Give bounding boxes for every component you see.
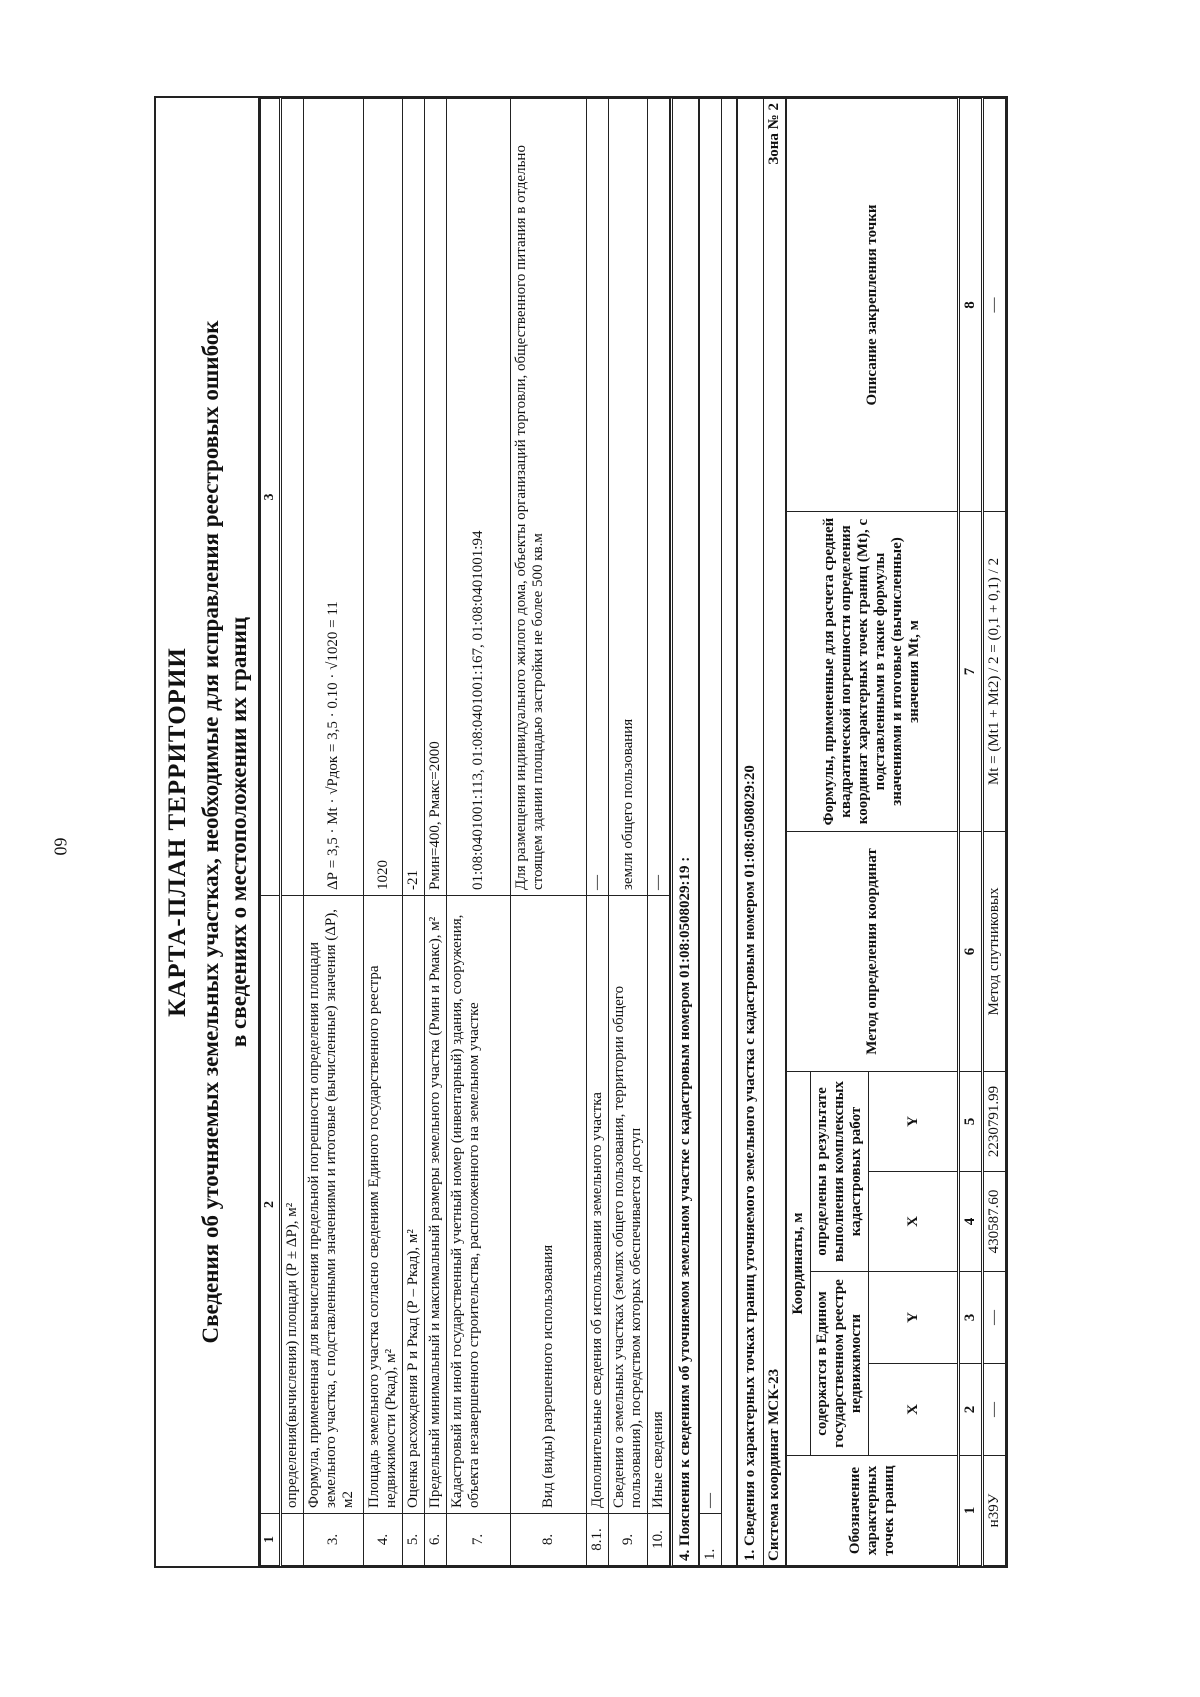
header-y: Y (869, 1072, 959, 1172)
header-x: X (869, 1364, 959, 1456)
subtitle-line-2: в сведениях о местоположении их границ (226, 616, 251, 1048)
section-4-table (699, 98, 722, 1566)
complex-x: 430587.60 (983, 1172, 1006, 1272)
row-label: Иные сведения (648, 896, 670, 1514)
formula: Mt = (Mt1 + Mt2) / 2 = (0,1 + 0,1) / 2 (983, 512, 1006, 832)
row-label: Предельный минимальный и максимальный размеры земельного участка (Рмин и Рмакс), м² (425, 896, 447, 1514)
header-egrn: содержатся в Едином государственном реестре недвижимости (811, 1272, 869, 1456)
row-value (281, 99, 304, 896)
row-number: 8.1. (587, 1514, 609, 1566)
header-x: X (869, 1172, 959, 1272)
table-row (281, 99, 304, 1566)
row-value: Рмин=400, Рмакс=2000 (425, 99, 447, 896)
document-header (156, 98, 260, 1566)
page-title: КАРТА-ПЛАН ТЕРРИТОРИИ (164, 647, 191, 1017)
section-spacer (722, 98, 736, 1566)
header-complex-works: определены в результате выполнения комплексных кадастровых работ (811, 1072, 869, 1272)
col-number: 6 (959, 832, 983, 1072)
column-numbers-row (959, 99, 983, 1566)
row-number: 9. (609, 1514, 648, 1566)
description: — (983, 99, 1006, 512)
egrn-x: — (983, 1364, 1006, 1456)
col-number: 4 (959, 1172, 983, 1272)
row-value: ΔР = 3,5 · Mt · √Pдок = 3,5 · 0.10 · √1020 = 11 (304, 99, 364, 896)
section-4-title: 4. Пояснения к сведениям об уточняемом земельном участке с кадастровым номером 01:08:0508029:19 : (670, 98, 699, 1566)
table-row (304, 99, 364, 1566)
row-number: 3. (304, 1514, 364, 1566)
header-y: Y (869, 1272, 959, 1364)
col-header: 3 (261, 99, 281, 896)
col-number: 2 (959, 1364, 983, 1456)
table-row (447, 99, 511, 1566)
table-row (648, 99, 670, 1566)
row-number: 1. (700, 1514, 722, 1566)
coord-system-row (764, 98, 786, 1566)
rotated-sheet (154, 96, 1188, 1568)
points-header-row-1 (787, 99, 811, 1566)
table-row (609, 99, 648, 1566)
row-label: Вид (виды) разрешенного использования (511, 896, 587, 1514)
row-label: Площадь земельного участка согласно сведениям Единого государственного реестра недвижимости (Ркад), м² (364, 896, 403, 1514)
row-value: 01:08:0401001:113, 01:08:0401001:167, 01:08:0401001:94 (447, 99, 511, 896)
header-coordinates: Координаты, м (787, 1072, 811, 1456)
row-value: земли общего пользования (609, 99, 648, 896)
header-description: Описание закрепления точки (787, 99, 959, 512)
col-number: 7 (959, 512, 983, 832)
row-label: Формула, примененная для вычисления предельной погрешности определения площади земельного участка, с подставленными значениями и итоговые (вычисленные) значения (ΔР), м2 (304, 896, 364, 1514)
row-number: 8. (511, 1514, 587, 1566)
col-number: 3 (959, 1272, 983, 1364)
row-number: 6. (425, 1514, 447, 1566)
coord-system: Система координат МСК-23 (766, 1368, 782, 1561)
row-number: 4. (364, 1514, 403, 1566)
subtitle-line-1: Сведения об уточняемых земельных участках, необходимые для исправления реестровых ошибок (198, 320, 223, 1344)
row-label: Сведения о земельных участках (землях общего пользования, территории общего пользования), посредством которых обеспечивается доступ (609, 896, 648, 1514)
info-table (260, 98, 670, 1566)
col-header: 2 (261, 896, 281, 1514)
header-formula: Формулы, примененные для расчета средней квадратической погрешности определения координат характерных точек границ (Мt), с подставленными в такие формулы значениями и итоговые (вычисленные) значения Мt, м (787, 512, 959, 832)
table-row (983, 99, 1006, 1566)
row-label: определения(вычисления) площади (Р ± ΔР), м² (281, 896, 304, 1514)
method: Метод спутниковых (983, 832, 1006, 1072)
table-row (511, 99, 587, 1566)
row-value: Для размещения индивидуального жилого дома, объекты организаций торговли, общественного питания в отдельно стоящем здании площадью застройки не более 500 кв.м (511, 99, 587, 896)
table-row (364, 99, 403, 1566)
table-row (403, 99, 425, 1566)
row-value: 1020 (364, 99, 403, 896)
complex-y: 2230791.99 (983, 1072, 1006, 1172)
row-number: 7. (447, 1514, 511, 1566)
row-number: 5. (403, 1514, 425, 1566)
table-row (700, 99, 722, 1566)
row-value: — (587, 99, 609, 896)
col-header: 1 (261, 1514, 281, 1566)
col-number: 1 (959, 1456, 983, 1566)
row-label: Дополнительные сведения об использовании земельного участка (587, 896, 609, 1514)
page-number: 60 (50, 837, 71, 856)
info-table-header (261, 99, 281, 1566)
header-point-designation: Обозначение характерных точек границ (787, 1456, 959, 1566)
row-value: — (700, 99, 722, 1514)
points-table (786, 98, 1006, 1566)
row-number: 10. (648, 1514, 670, 1566)
row-value: -21 (403, 99, 425, 896)
table-row (587, 99, 609, 1566)
point-designation: н39У (983, 1456, 1006, 1566)
table-row (425, 99, 447, 1566)
header-method: Метод определения координат (787, 832, 959, 1072)
zone-label: Зона № 2 (766, 103, 782, 165)
egrn-y: — (983, 1272, 1006, 1364)
row-number (281, 1514, 304, 1566)
section-1-title: 1. Сведения о характерных точках границ уточняемого земельного участка с кадастровым номером 01:08:0508029:20 (736, 98, 764, 1566)
document-frame (154, 96, 1008, 1568)
row-label: Кадастровый или иной государственный учетный номер (инвентарный) здания, сооружения, объекта незавершенного строительства, расположенного на земельном участке (447, 896, 511, 1514)
col-number: 5 (959, 1072, 983, 1172)
col-number: 8 (959, 99, 983, 512)
row-label: Оценка расхождения Р и Ркад (Р – Ркад), м² (403, 896, 425, 1514)
row-value: — (648, 99, 670, 896)
